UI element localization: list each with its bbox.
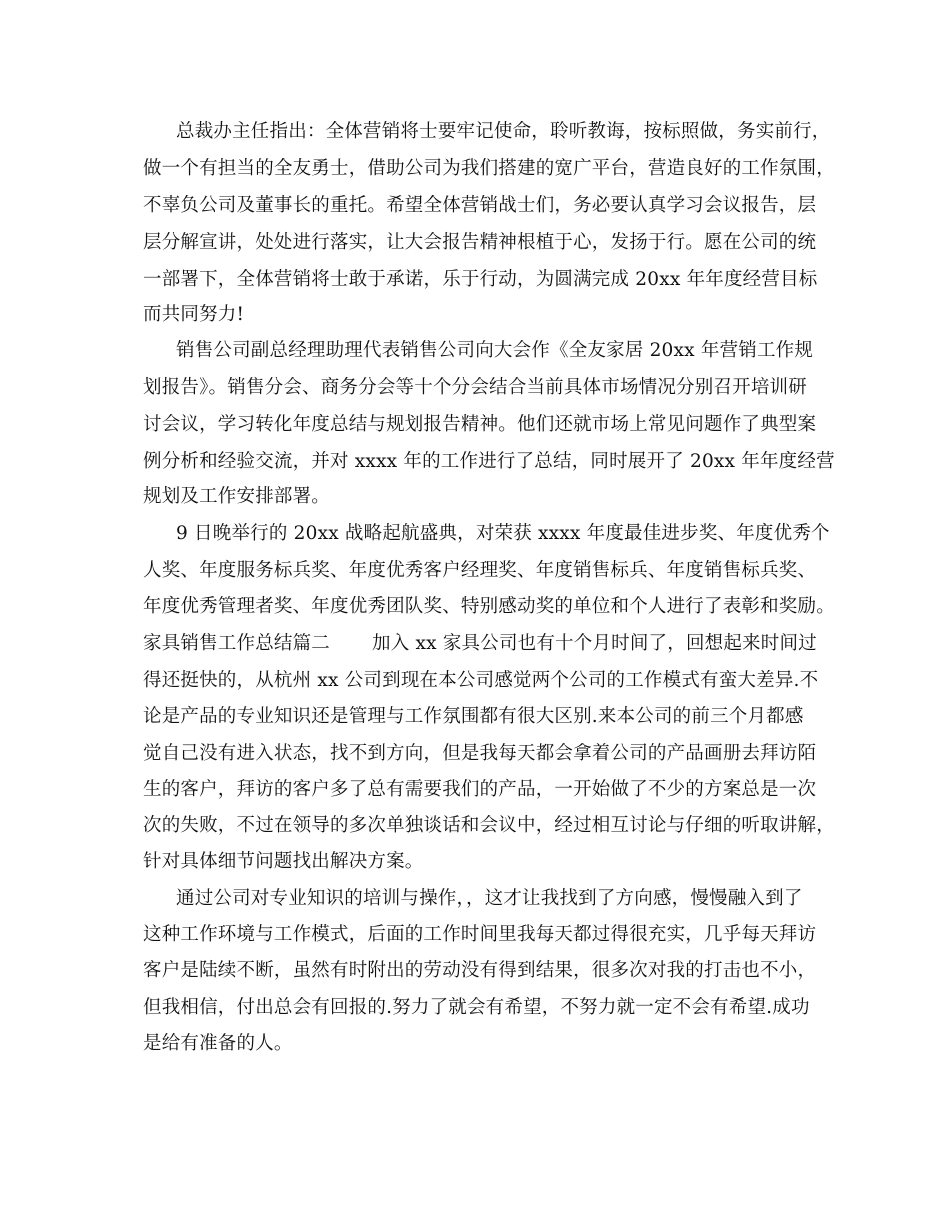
paragraph-3-line-1: 9 日晚举行的 20xx 战略起航盛典，对荣获 xxxx 年度最佳进步奖、年度优秀个 xyxy=(176,523,830,544)
paragraph-1-line-5: 一部署下，全体营销将士敢于承诺，乐于行动，为圆满完成 20xx 年年度经营目标 xyxy=(143,269,818,290)
paragraph-5-line-1: 通过公司对专业知识的培训与操作，，这才让我找到了方向感，慢慢融入到了 xyxy=(176,888,803,909)
section-heading: 家具销售工作总结篇二 xyxy=(143,633,331,654)
paragraph-4-line-2: 得还挺快的，从杭州 xx 公司到现在本公司感觉两个公司的工作模式有蛮大差异.不 xyxy=(143,670,819,691)
paragraph-2-line-4: 例分析和经验交流，并对 xxxx 年的工作进行了总结，同时展开了 20xx 年年度经营 xyxy=(143,451,835,472)
paragraph-4-line-1-text: 加入 xx 家具公司也有十个月时间了，回想起来时间过 xyxy=(372,633,817,654)
paragraph-2-line-1: 销售公司副总经理助理代表销售公司向大会作《全友家居 20xx 年营销工作规 xyxy=(176,340,814,361)
paragraph-1-line-1: 总裁办主任指出：全体营销将士要牢记使命，聆听教诲，按标照做，务实前行， xyxy=(176,121,831,142)
paragraph-2-line-3: 讨会议，学习转化年度总结与规划报告精神。他们还就市场上常见问题作了典型案 xyxy=(143,414,817,435)
paragraph-1-line-4: 层分解宣讲，处处进行落实，让大会报告精神根植于心，发扬于行。愿在公司的统 xyxy=(143,232,817,253)
paragraph-3-line-3: 年度优秀管理者奖、年度优秀团队奖、特别感动奖的单位和个人进行了表彰和奖励。 xyxy=(143,596,835,617)
paragraph-5-line-2: 这种工作环境与工作模式，后面的工作时间里我每天都过得很充实，几乎每天拜访 xyxy=(143,924,817,945)
paragraph-4-line-4: 觉自己没有进入状态，找不到方向，但是我每天都会拿着公司的产品画册去拜访陌 xyxy=(143,743,817,764)
paragraph-5-line-3: 客户是陆续不断，虽然有时附出的劳动没有得到结果，很多次对我的打击也不小， xyxy=(143,960,817,981)
paragraph-4-line-5: 生的客户，拜访的客户多了总有需要我们的产品，一开始做了不少的方案总是一次 xyxy=(143,779,817,800)
paragraph-1-line-3: 不辜负公司及董事长的重托。希望全体营销战士们，务必要认真学习会议报告，层 xyxy=(143,195,817,216)
paragraph-4-line-6: 次的失败，不过在领导的多次单独谈话和会议中，经过相互讨论与仔细的听取讲解， xyxy=(143,815,835,836)
paragraph-4-line-1 xyxy=(143,631,817,657)
paragraph-2-line-2: 划报告》。销售分会、商务分会等十个分会结合当前具体市场情况分别召开培训研 xyxy=(143,377,807,398)
paragraph-5-line-4: 但我相信，付出总会有回报的.努力了就会有希望，不努力就一定不会有希望.成功 xyxy=(143,997,810,1018)
paragraph-2-line-5: 规划及工作安排部署。 xyxy=(143,486,331,507)
paragraph-4-line-7: 针对具体细节问题找出解决方案。 xyxy=(143,851,424,872)
paragraph-4-line-3: 论是产品的专业知识还是管理与工作氛围都有很大区别.来本公司的前三个月都感 xyxy=(143,706,804,727)
paragraph-5-line-5: 是给有准备的人。 xyxy=(143,1033,293,1054)
paragraph-1-line-2: 做一个有担当的全友勇士，借助公司为我们搭建的宽广平台，营造良好的工作氛围， xyxy=(143,158,835,179)
paragraph-1-line-6: 而共同努力! xyxy=(143,304,245,325)
paragraph-3-line-2: 人奖、年度服务标兵奖、年度优秀客户经理奖、年度销售标兵、年度销售标兵奖、 xyxy=(143,560,817,581)
